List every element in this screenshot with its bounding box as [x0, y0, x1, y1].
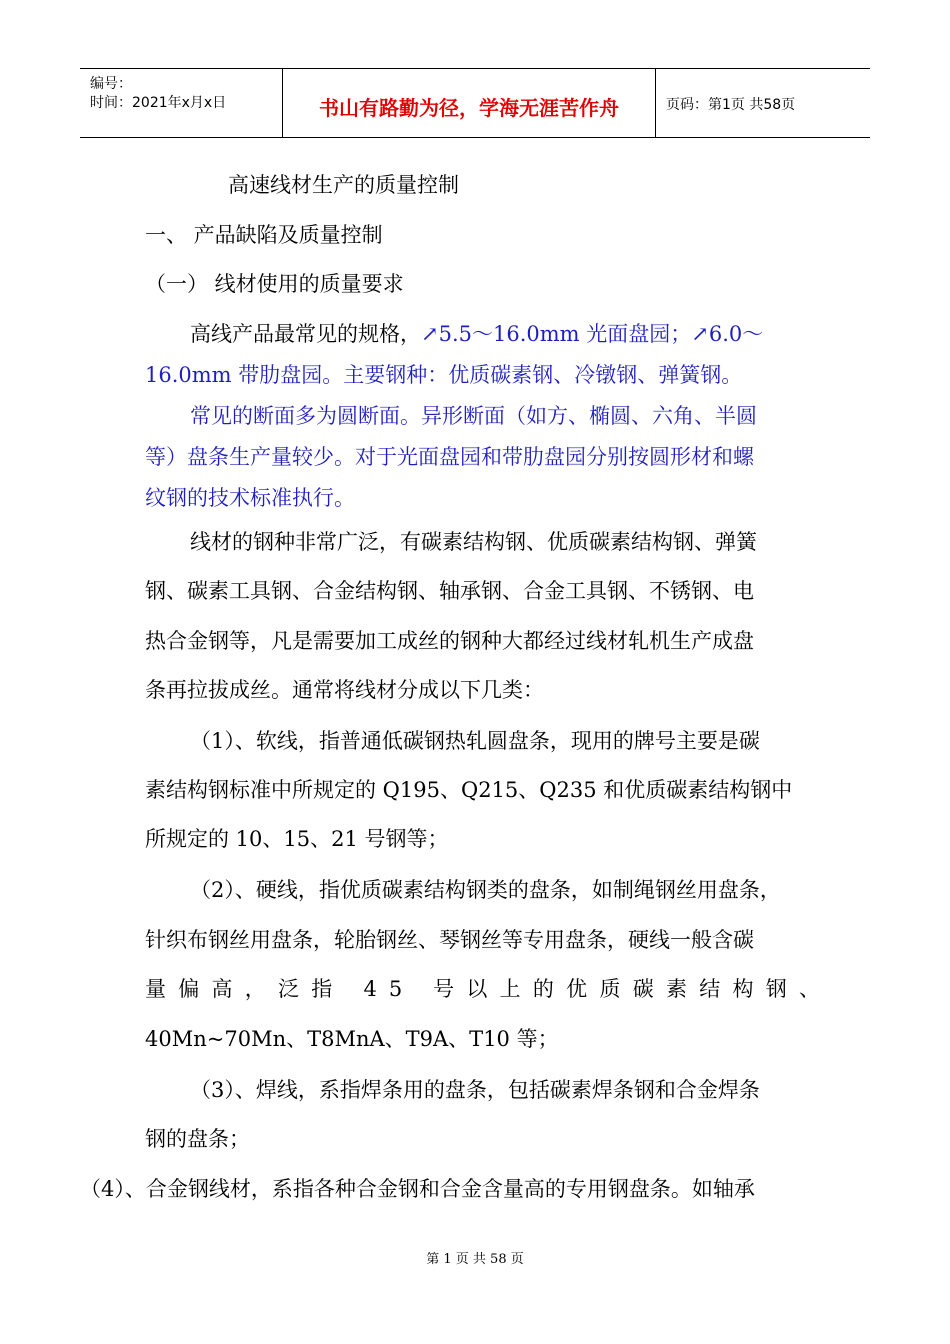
paragraph-line: 条再拉拔成丝。通常将线材分成以下几类： [145, 678, 544, 702]
subsection-heading: （一） 线材使用的质量要求 [145, 272, 404, 296]
header-meta-cell [80, 69, 282, 137]
paragraph-line: 等）盘条生产量较少。对于光面盘园和带肋盘园分别按圆形材和螺 [145, 445, 754, 469]
paragraph-line: 16.0mm 带肋盘园。主要钢种：优质碳素钢、冷镦钢、弹簧钢。 [145, 363, 743, 387]
list-item-line: 素结构钢标准中所规定的 Q195、Q215、Q235 和优质碳素结构钢中 [145, 778, 793, 802]
motto-text: 书山有路勤为径，学海无涯苦作舟 [319, 96, 619, 120]
list-item-line: 40Mn~70Mn、T8MnA、T9A、T10 等； [145, 1027, 559, 1051]
page-info: 页码：第1页 共58页 [666, 97, 796, 113]
list-item-line-justified: 量偏高，泛指 45 号以上的优质碳素结构钢、 [145, 977, 820, 1001]
document-header [80, 68, 870, 138]
paragraph-line: 热合金钢等，凡是需要加工成丝的钢种大都经过线材轧机生产成盘 [145, 629, 754, 653]
paragraph-line: 线材的钢种非常广泛，有碳素结构钢、优质碳素结构钢、弹簧 [190, 530, 757, 554]
paragraph-line: 常见的断面多为圆断面。异形断面（如方、椭圆、六角、半圆 [190, 404, 757, 428]
list-item-line: 针织布钢丝用盘条，轮胎钢丝、琴钢丝等专用盘条，硬线一般含碳 [145, 928, 754, 952]
paragraph-line: 纹钢的技术标准执行。 [145, 486, 355, 510]
list-item-line: 所规定的 10、15、21 号钢等； [145, 827, 449, 851]
number-label: 编号： [90, 76, 132, 92]
document-title: 高速线材生产的质量控制 [228, 173, 459, 197]
page-footer: 第 1 页 共 58 页 [426, 1252, 524, 1267]
header-motto-cell [282, 69, 656, 137]
list-item-line: （3）、焊线，系指焊条用的盘条，包括碳素焊条钢和合金焊条 [190, 1078, 760, 1102]
list-item-line: （1）、软线，指普通低碳钢热轧圆盘条，现用的牌号主要是碳 [190, 729, 760, 753]
paragraph-line: 高线产品最常见的规格，↗5.5～16.0mm 光面盘园；↗6.0～ [190, 322, 764, 346]
list-item-line: （4）、合金钢线材，系指各种合金钢和合金含量高的专用钢盘条。如轴承 [80, 1177, 755, 1201]
list-item-line: 钢的盘条； [145, 1127, 250, 1151]
spec-text: ↗5.5～16.0mm 光面盘园；↗6.0～ [421, 322, 764, 346]
header-page-cell [656, 69, 870, 137]
list-item-line: （2）、硬线，指优质碳素结构钢类的盘条，如制绳钢丝用盘条， [190, 878, 781, 902]
time-label: 时间：2021年x月x日 [90, 95, 227, 111]
paragraph-line: 钢、碳素工具钢、合金结构钢、轴承钢、合金工具钢、不锈钢、电 [145, 579, 754, 603]
section-heading: 一、 产品缺陷及质量控制 [145, 223, 383, 247]
